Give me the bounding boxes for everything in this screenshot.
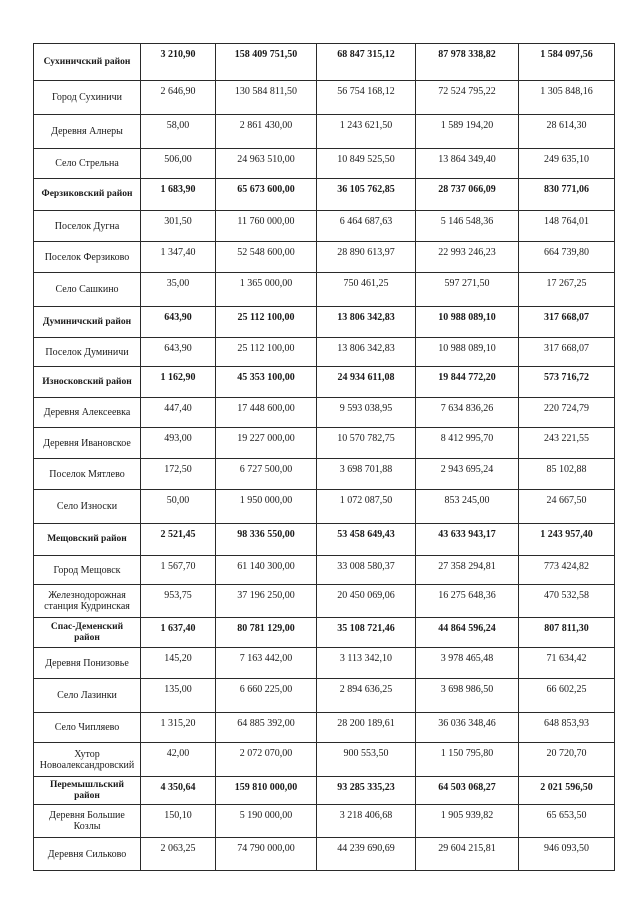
value-cell-4: 87 978 338,82 [416, 44, 519, 81]
row-name-cell: Поселок Мятлево [34, 459, 141, 490]
value-cell-2: 5 190 000,00 [216, 805, 317, 838]
value-cell-1: 301,50 [141, 211, 216, 242]
value-cell-1: 2 521,45 [141, 524, 216, 556]
value-cell-5: 1 305 848,16 [519, 81, 615, 115]
value-cell-1: 172,50 [141, 459, 216, 490]
value-cell-5: 317 668,07 [519, 338, 615, 367]
settlement-row [34, 211, 615, 242]
value-cell-3: 53 458 649,43 [317, 524, 416, 556]
value-cell-5: 317 668,07 [519, 307, 615, 338]
value-cell-3: 750 461,25 [317, 273, 416, 307]
value-cell-5: 830 771,06 [519, 179, 615, 211]
row-name-cell: Думиничский район [34, 307, 141, 338]
value-cell-5: 66 602,25 [519, 679, 615, 713]
value-cell-5: 17 267,25 [519, 273, 615, 307]
value-cell-5: 470 532,58 [519, 585, 615, 618]
value-cell-4: 22 993 246,23 [416, 242, 519, 273]
value-cell-4: 43 633 943,17 [416, 524, 519, 556]
settlement-row [34, 585, 615, 618]
row-name-cell: Село Износки [34, 490, 141, 524]
value-cell-3: 1 243 621,50 [317, 115, 416, 149]
value-cell-3: 68 847 315,12 [317, 44, 416, 81]
value-cell-5: 1 584 097,56 [519, 44, 615, 81]
value-cell-1: 145,20 [141, 648, 216, 679]
value-cell-2: 25 112 100,00 [216, 338, 317, 367]
value-cell-3: 33 008 580,37 [317, 556, 416, 585]
value-cell-4: 27 358 294,81 [416, 556, 519, 585]
value-cell-2: 80 781 129,00 [216, 618, 317, 648]
value-cell-1: 953,75 [141, 585, 216, 618]
value-cell-1: 4 350,64 [141, 777, 216, 805]
value-cell-3: 9 593 038,95 [317, 398, 416, 428]
value-cell-1: 1 162,90 [141, 367, 216, 398]
value-cell-4: 1 150 795,80 [416, 743, 519, 777]
region-row [34, 367, 615, 398]
data-sheet [33, 43, 614, 871]
value-cell-3: 10 849 525,50 [317, 149, 416, 179]
value-cell-5: 65 653,50 [519, 805, 615, 838]
value-cell-4: 19 844 772,20 [416, 367, 519, 398]
value-cell-4: 28 737 066,09 [416, 179, 519, 211]
value-cell-2: 1 365 000,00 [216, 273, 317, 307]
settlement-row [34, 459, 615, 490]
value-cell-5: 71 634,42 [519, 648, 615, 679]
settlement-row [34, 398, 615, 428]
value-cell-4: 853 245,00 [416, 490, 519, 524]
row-name-cell: Поселок Ферзиково [34, 242, 141, 273]
value-cell-1: 1 347,40 [141, 242, 216, 273]
row-name-cell: Деревня Алнеры [34, 115, 141, 149]
value-cell-2: 19 227 000,00 [216, 428, 317, 459]
region-row [34, 618, 615, 648]
value-cell-3: 20 450 069,06 [317, 585, 416, 618]
settlement-row [34, 743, 615, 777]
value-cell-4: 3 698 986,50 [416, 679, 519, 713]
value-cell-2: 6 727 500,00 [216, 459, 317, 490]
settlement-row [34, 115, 615, 149]
value-cell-1: 643,90 [141, 307, 216, 338]
value-cell-1: 58,00 [141, 115, 216, 149]
value-cell-1: 3 210,90 [141, 44, 216, 81]
settlement-row [34, 273, 615, 307]
value-cell-1: 2 063,25 [141, 838, 216, 871]
row-name-cell: Поселок Думиничи [34, 338, 141, 367]
value-cell-5: 24 667,50 [519, 490, 615, 524]
value-cell-5: 573 716,72 [519, 367, 615, 398]
value-cell-2: 130 584 811,50 [216, 81, 317, 115]
value-cell-2: 1 950 000,00 [216, 490, 317, 524]
row-name-cell: Поселок Дугна [34, 211, 141, 242]
value-cell-3: 44 239 690,69 [317, 838, 416, 871]
settlement-row [34, 490, 615, 524]
value-cell-1: 1 567,70 [141, 556, 216, 585]
value-cell-3: 56 754 168,12 [317, 81, 416, 115]
value-cell-3: 24 934 611,08 [317, 367, 416, 398]
value-cell-2: 7 163 442,00 [216, 648, 317, 679]
value-cell-1: 2 646,90 [141, 81, 216, 115]
settlements-table [33, 43, 615, 871]
value-cell-3: 10 570 782,75 [317, 428, 416, 459]
row-name-cell: Деревня Ивановское [34, 428, 141, 459]
value-cell-1: 42,00 [141, 743, 216, 777]
row-name-cell: Перемышльский район [34, 777, 141, 805]
value-cell-4: 36 036 348,46 [416, 713, 519, 743]
region-row [34, 524, 615, 556]
value-cell-5: 648 853,93 [519, 713, 615, 743]
value-cell-5: 20 720,70 [519, 743, 615, 777]
value-cell-4: 8 412 995,70 [416, 428, 519, 459]
settlement-row [34, 679, 615, 713]
row-name-cell: Износковский район [34, 367, 141, 398]
value-cell-4: 16 275 648,36 [416, 585, 519, 618]
settlement-row [34, 838, 615, 871]
value-cell-4: 1 589 194,20 [416, 115, 519, 149]
value-cell-3: 3 698 701,88 [317, 459, 416, 490]
value-cell-1: 493,00 [141, 428, 216, 459]
value-cell-4: 7 634 836,26 [416, 398, 519, 428]
row-name-cell: Село Лазинки [34, 679, 141, 713]
value-cell-2: 24 963 510,00 [216, 149, 317, 179]
value-cell-1: 135,00 [141, 679, 216, 713]
settlement-row [34, 648, 615, 679]
row-name-cell: Ферзиковский район [34, 179, 141, 211]
row-name-cell: Село Стрельна [34, 149, 141, 179]
value-cell-3: 36 105 762,85 [317, 179, 416, 211]
value-cell-2: 98 336 550,00 [216, 524, 317, 556]
row-name-cell: Село Сашкино [34, 273, 141, 307]
value-cell-5: 243 221,55 [519, 428, 615, 459]
settlement-row [34, 556, 615, 585]
value-cell-3: 6 464 687,63 [317, 211, 416, 242]
value-cell-5: 2 021 596,50 [519, 777, 615, 805]
settlement-row [34, 428, 615, 459]
value-cell-2: 65 673 600,00 [216, 179, 317, 211]
table-body [34, 44, 615, 871]
value-cell-2: 159 810 000,00 [216, 777, 317, 805]
row-name-cell: Сухиничский район [34, 44, 141, 81]
value-cell-5: 807 811,30 [519, 618, 615, 648]
value-cell-5: 664 739,80 [519, 242, 615, 273]
value-cell-4: 29 604 215,81 [416, 838, 519, 871]
value-cell-1: 50,00 [141, 490, 216, 524]
value-cell-2: 11 760 000,00 [216, 211, 317, 242]
value-cell-2: 2 861 430,00 [216, 115, 317, 149]
row-name-cell: Село Чипляево [34, 713, 141, 743]
value-cell-1: 643,90 [141, 338, 216, 367]
settlement-row [34, 242, 615, 273]
value-cell-1: 506,00 [141, 149, 216, 179]
region-row [34, 44, 615, 81]
value-cell-4: 597 271,50 [416, 273, 519, 307]
value-cell-2: 45 353 100,00 [216, 367, 317, 398]
value-cell-2: 64 885 392,00 [216, 713, 317, 743]
value-cell-4: 2 943 695,24 [416, 459, 519, 490]
settlement-row [34, 713, 615, 743]
region-row [34, 777, 615, 805]
row-name-cell: Город Сухиничи [34, 81, 141, 115]
value-cell-1: 447,40 [141, 398, 216, 428]
value-cell-4: 10 988 089,10 [416, 338, 519, 367]
value-cell-4: 64 503 068,27 [416, 777, 519, 805]
row-name-cell: Город Мещовск [34, 556, 141, 585]
value-cell-3: 13 806 342,83 [317, 338, 416, 367]
value-cell-5: 148 764,01 [519, 211, 615, 242]
value-cell-3: 3 113 342,10 [317, 648, 416, 679]
row-name-cell: Спас-Деменский район [34, 618, 141, 648]
value-cell-3: 13 806 342,83 [317, 307, 416, 338]
value-cell-3: 28 200 189,61 [317, 713, 416, 743]
value-cell-3: 93 285 335,23 [317, 777, 416, 805]
row-name-cell: Деревня Большие Козлы [34, 805, 141, 838]
value-cell-5: 28 614,30 [519, 115, 615, 149]
value-cell-5: 773 424,82 [519, 556, 615, 585]
value-cell-3: 900 553,50 [317, 743, 416, 777]
value-cell-4: 3 978 465,48 [416, 648, 519, 679]
value-cell-2: 74 790 000,00 [216, 838, 317, 871]
value-cell-3: 35 108 721,46 [317, 618, 416, 648]
value-cell-5: 1 243 957,40 [519, 524, 615, 556]
value-cell-2: 6 660 225,00 [216, 679, 317, 713]
row-name-cell: Деревня Понизовье [34, 648, 141, 679]
row-name-cell: Хутор Новоалександровский [34, 743, 141, 777]
value-cell-5: 946 093,50 [519, 838, 615, 871]
settlement-row [34, 81, 615, 115]
value-cell-2: 158 409 751,50 [216, 44, 317, 81]
value-cell-1: 1 315,20 [141, 713, 216, 743]
value-cell-3: 28 890 613,97 [317, 242, 416, 273]
value-cell-2: 2 072 070,00 [216, 743, 317, 777]
value-cell-1: 1 683,90 [141, 179, 216, 211]
value-cell-2: 25 112 100,00 [216, 307, 317, 338]
value-cell-4: 44 864 596,24 [416, 618, 519, 648]
row-name-cell: Деревня Алексеевка [34, 398, 141, 428]
region-row [34, 179, 615, 211]
value-cell-2: 52 548 600,00 [216, 242, 317, 273]
value-cell-4: 72 524 795,22 [416, 81, 519, 115]
value-cell-3: 3 218 406,68 [317, 805, 416, 838]
row-name-cell: Деревня Сильково [34, 838, 141, 871]
value-cell-3: 2 894 636,25 [317, 679, 416, 713]
value-cell-1: 1 637,40 [141, 618, 216, 648]
value-cell-5: 85 102,88 [519, 459, 615, 490]
settlement-row [34, 149, 615, 179]
value-cell-1: 150,10 [141, 805, 216, 838]
value-cell-2: 61 140 300,00 [216, 556, 317, 585]
value-cell-5: 220 724,79 [519, 398, 615, 428]
row-name-cell: Мещовский район [34, 524, 141, 556]
value-cell-2: 37 196 250,00 [216, 585, 317, 618]
value-cell-4: 5 146 548,36 [416, 211, 519, 242]
value-cell-4: 10 988 089,10 [416, 307, 519, 338]
row-name-cell: Железнодорожная станция Кудринская [34, 585, 141, 618]
value-cell-5: 249 635,10 [519, 149, 615, 179]
settlement-row [34, 338, 615, 367]
region-row [34, 307, 615, 338]
value-cell-2: 17 448 600,00 [216, 398, 317, 428]
value-cell-1: 35,00 [141, 273, 216, 307]
settlement-row [34, 805, 615, 838]
value-cell-3: 1 072 087,50 [317, 490, 416, 524]
value-cell-4: 13 864 349,40 [416, 149, 519, 179]
value-cell-4: 1 905 939,82 [416, 805, 519, 838]
